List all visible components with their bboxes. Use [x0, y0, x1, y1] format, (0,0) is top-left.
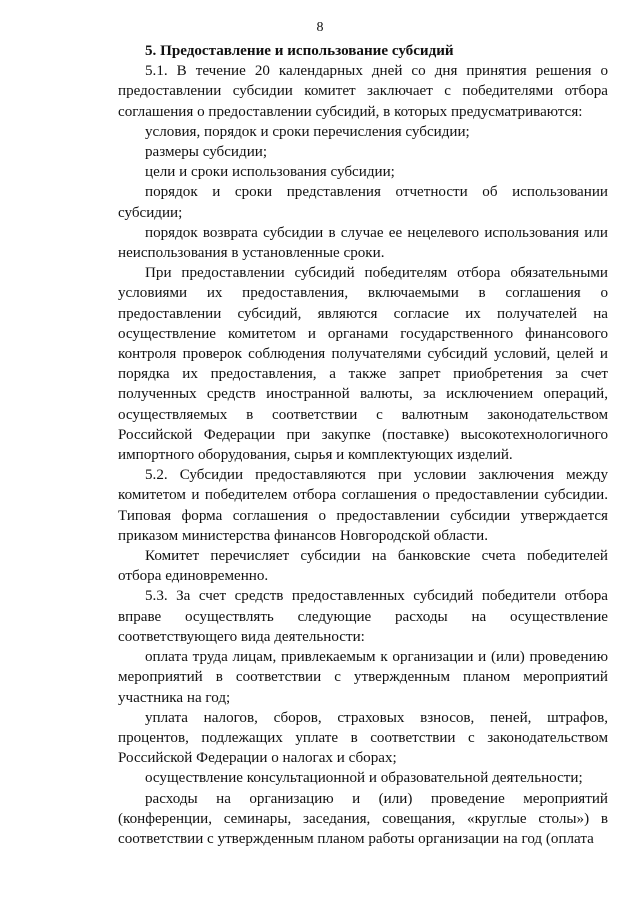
- paragraph-5-1: 5.1. В течение 20 календарных дней со дня принятия решения о предоставлении субсидии комитет заключает с победителями отбора соглашения о предоставлении субсидий, в которых предусматриваются:: [118, 63, 608, 120]
- list-item-consulting: осуществление консультационной и образовательной деятельности;: [145, 770, 583, 787]
- list-item-events: расходы на организацию и (или) проведение мероприятий (конференции, семинары, заседания, совещания, «круглые столы») в соответствии с утвержденным планом работы организации на год (оплата: [118, 790, 608, 847]
- list-item-payment-terms: условия, порядок и сроки перечисления субсидии;: [145, 123, 470, 140]
- paragraph-conditions: При предоставлении субсидий победителям отбора обязательными условиями их предоставления, включаемыми в соглашения о предоставлении субсидий, являются согласие их получателей на осуществление комитетом и органами государственного финансового контроля проверок соблюдения получателями субсидий условий, целей и порядка их предоставления, а также запрет приобретения за счет полученных средств иностранной валюты, за исключением операций, осуществляемых в соответствии с валютным законодательством Российской Федерации при закупке (поставке) высокотехнологичного импортного оборудования, сырья и комплектующих изделий.: [118, 265, 608, 464]
- list-item-reporting: порядок и сроки представления отчетности об использовании субсидии;: [118, 184, 608, 221]
- document-body: [118, 41, 608, 849]
- list-item-goals-terms: цели и сроки использования субсидии;: [145, 164, 395, 181]
- section-heading: 5. Предоставление и использование субсидий: [145, 43, 454, 59]
- list-item-taxes: уплата налогов, сборов, страховых взносов, пеней, штрафов, процентов, подлежащих уплате в соответствии с законодательством Российской Федерации о налогах и сборах;: [118, 709, 608, 767]
- paragraph-transfer: Комитет перечисляет субсидии на банковские счета победителей отбора единовременно.: [118, 548, 608, 585]
- page-number: 8: [316, 20, 324, 35]
- list-item-subsidy-size: размеры субсидии;: [145, 144, 268, 161]
- list-item-labor: оплата труда лицам, привлекаемым к организации и (или) проведению мероприятий в соответствии с утвержденным планом мероприятий участника на год;: [118, 649, 608, 706]
- list-item-refund: порядок возврата субсидии в случае ее нецелевого использования или неиспользования в установленные сроки.: [118, 224, 608, 262]
- paragraph-5-2: 5.2. Субсидии предоставляются при условии заключения между комитетом и победителем отбора соглашения о предоставлении субсидии. Типовая форма соглашения о предоставлении субсидии утверждается приказом министерства финансов Новгородской области.: [118, 467, 608, 544]
- paragraph-5-3: 5.3. За счет средств предоставленных субсидий победители отбора вправе осуществлять следующие расходы на осуществление соответствующего вида деятельности:: [118, 588, 608, 645]
